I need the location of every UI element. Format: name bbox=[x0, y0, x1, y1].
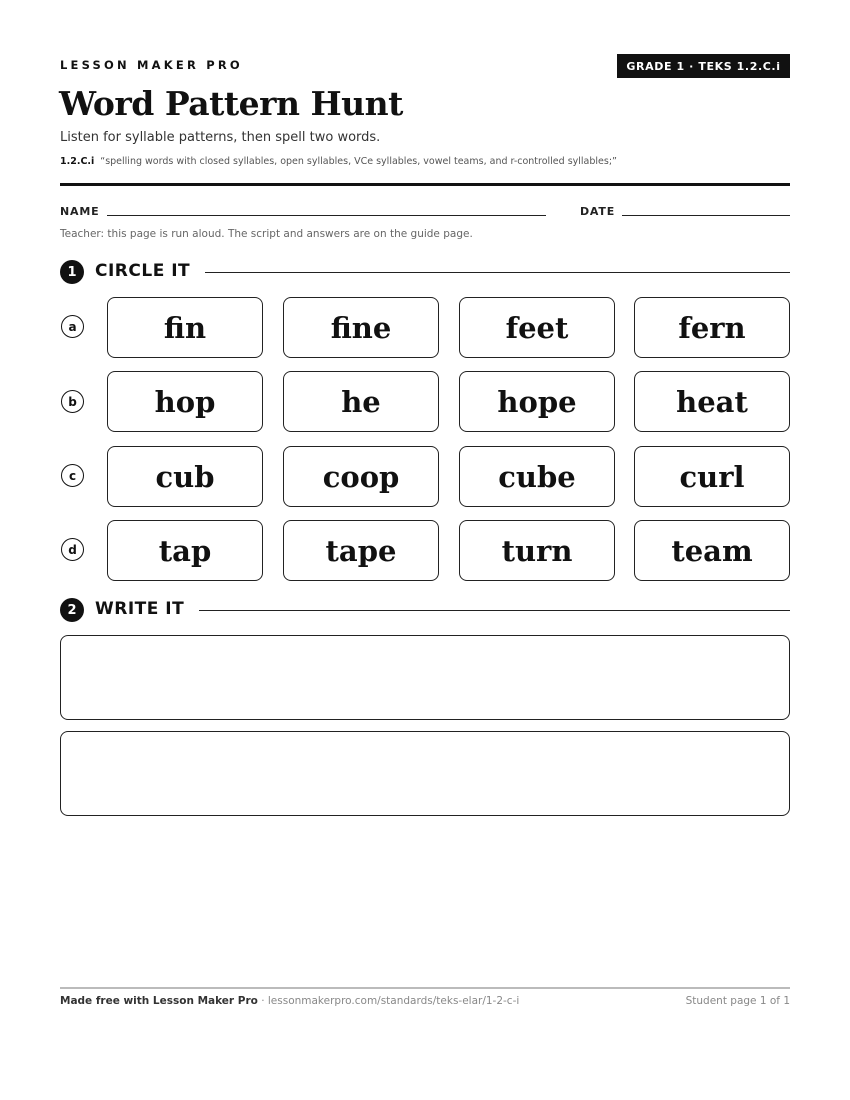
brand-name: LESSON MAKER PRO bbox=[60, 58, 243, 72]
standard-code: 1.2.C.i bbox=[60, 156, 95, 167]
word-card[interactable]: coop bbox=[283, 446, 439, 507]
footer-separator: · bbox=[257, 995, 268, 1007]
word-card[interactable]: tap bbox=[107, 520, 263, 581]
word-card[interactable]: hope bbox=[459, 371, 615, 432]
word-card[interactable]: fine bbox=[283, 297, 439, 358]
name-label: NAME bbox=[60, 205, 100, 218]
row-label-a: a bbox=[61, 315, 84, 338]
word-card[interactable]: heat bbox=[634, 371, 790, 432]
section-title-circle-it: CIRCLE IT bbox=[95, 261, 191, 281]
section-divider bbox=[199, 610, 790, 611]
section-title-write-it: WRITE IT bbox=[95, 599, 185, 619]
footer-url[interactable]: lessonmakerpro.com/standards/teks-elar/1-2-c-i bbox=[267, 995, 520, 1007]
footer-made-with: Made free with Lesson Maker Pro bbox=[60, 995, 258, 1007]
header-divider bbox=[60, 183, 790, 186]
footer-credit bbox=[60, 995, 519, 1007]
word-card[interactable]: feet bbox=[459, 297, 615, 358]
word-card[interactable]: curl bbox=[634, 446, 790, 507]
footer-page-label: Student page 1 of 1 bbox=[685, 995, 790, 1007]
teacher-note: Teacher: this page is run aloud. The script and answers are on the guide page. bbox=[60, 228, 473, 240]
section-divider bbox=[205, 272, 790, 273]
grade-badge: GRADE 1 · TEKS 1.2.C.i bbox=[617, 54, 790, 78]
row-label-b: b bbox=[61, 390, 84, 413]
word-card[interactable]: fern bbox=[634, 297, 790, 358]
word-card[interactable]: tape bbox=[283, 520, 439, 581]
date-label: DATE bbox=[580, 205, 616, 218]
word-card[interactable]: hop bbox=[107, 371, 263, 432]
standard-text: “spelling words with closed syllables, open syllables, VCe syllables, vowel teams, and r-controlled syllables;” bbox=[100, 156, 617, 167]
section-number-1: 1 bbox=[60, 260, 84, 284]
row-label-c: c bbox=[61, 464, 84, 487]
word-card[interactable]: cube bbox=[459, 446, 615, 507]
word-card[interactable]: team bbox=[634, 520, 790, 581]
write-box-1[interactable] bbox=[60, 635, 790, 720]
page-title: Word Pattern Hunt bbox=[59, 84, 403, 123]
word-card[interactable]: cub bbox=[107, 446, 263, 507]
standard-description bbox=[60, 156, 617, 167]
word-card[interactable]: turn bbox=[459, 520, 615, 581]
footer-divider bbox=[60, 987, 790, 989]
row-label-d: d bbox=[61, 538, 84, 561]
word-card[interactable]: he bbox=[283, 371, 439, 432]
name-field[interactable] bbox=[107, 215, 546, 216]
section-number-2: 2 bbox=[60, 598, 84, 622]
date-field[interactable] bbox=[622, 215, 790, 216]
page-subtitle: Listen for syllable patterns, then spell two words. bbox=[60, 130, 381, 145]
write-box-2[interactable] bbox=[60, 731, 790, 816]
word-card[interactable]: fin bbox=[107, 297, 263, 358]
